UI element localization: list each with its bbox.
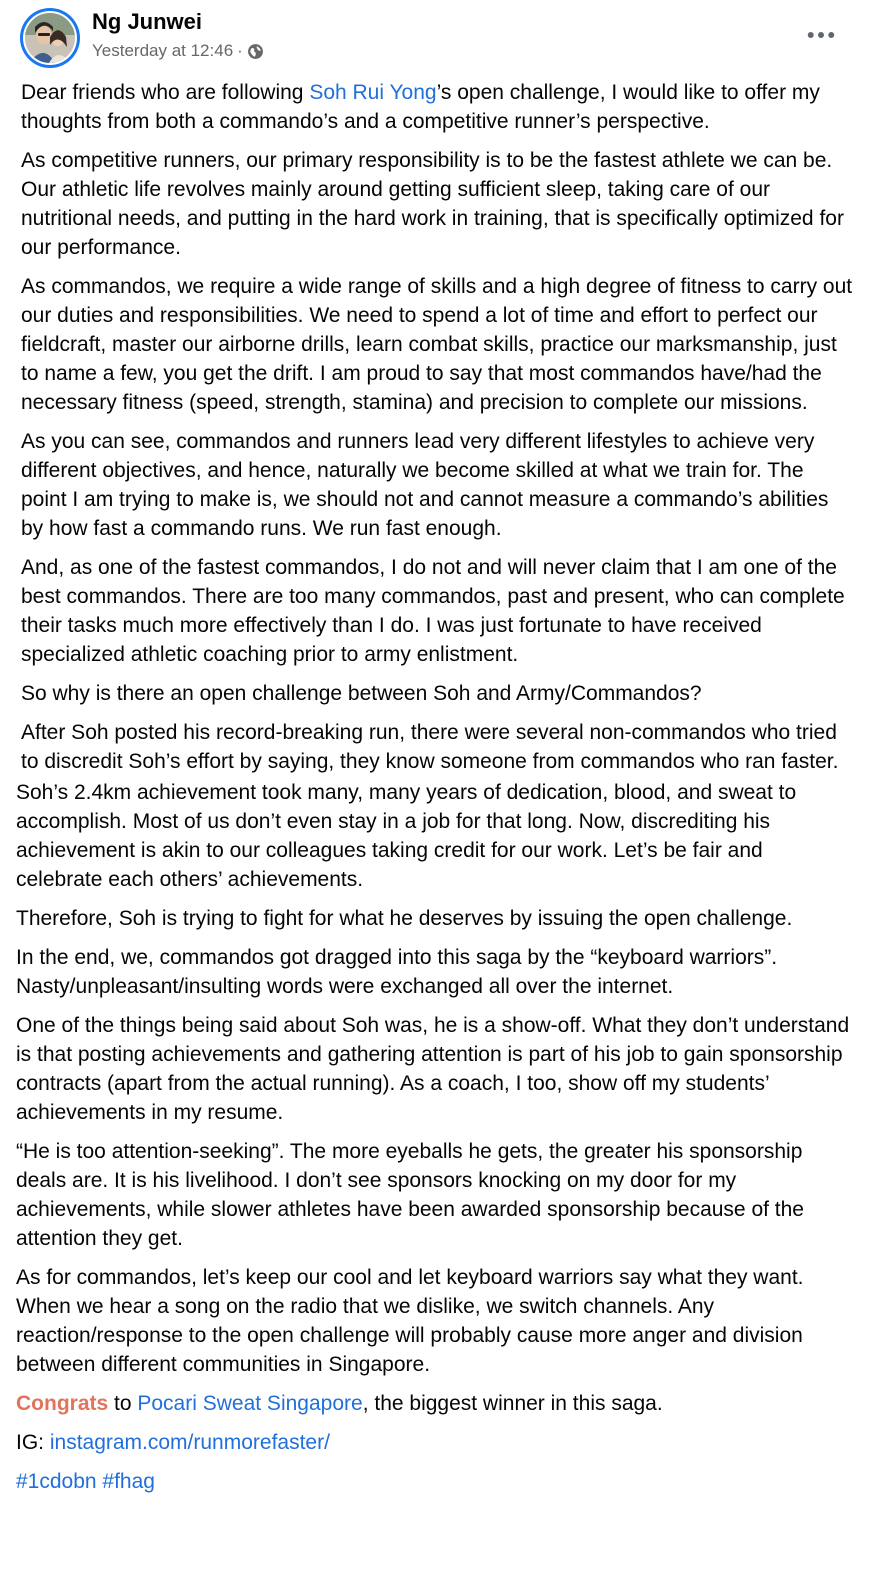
mention-pocari-sweat[interactable]: Pocari Sweat Singapore: [137, 1392, 363, 1415]
paragraph-5: And, as one of the fastest commandos, I do not and will never claim that I am one of the best commandos. There are too many commandos, past and present, who can complete their tasks much more effectively than I do. I was just fortunate to have received specialized athletic coaching prior to army enlistment.: [21, 556, 845, 666]
hashtags: [0, 1467, 871, 1496]
p14-to: to: [108, 1392, 138, 1415]
post-body: [0, 78, 871, 1506]
post-meta: [92, 40, 264, 62]
hashtag-1cdobn[interactable]: #1cdobn: [16, 1470, 97, 1493]
more-options-icon: [807, 31, 835, 39]
paragraph-6: So why is there an open challenge between Soh and Army/Commandos?: [21, 682, 702, 705]
post-header: [0, 0, 871, 80]
congrats-text: Congrats: [16, 1392, 109, 1415]
paragraph-8: Soh’s 2.4km achievement took many, many years of dedication, blood, and sweat to accomplish. Most of us don’t even stay in a job for that long. Now, discrediting his achievement is akin to our colleagues taking credit for our work. Let’s be fair and celebrate each others’ achievements.: [16, 781, 797, 891]
paragraph-13: As for commandos, let’s keep our cool and let keyboard warriors say what they want. When we hear a song on the radio that we dislike, we switch channels. Any reaction/response to the open challenge will probably cause more anger and division between different communities in Singapore.: [16, 1266, 804, 1376]
paragraph-10: In the end, we, commandos got dragged into this saga by the “keyboard warriors”. Nasty/unpleasant/insulting words were exchanged all over the internet.: [16, 946, 778, 998]
p14-after: , the biggest winner in this saga.: [362, 1392, 663, 1415]
globe-icon[interactable]: [247, 43, 264, 60]
post-timestamp[interactable]: Yesterday at 12:46: [92, 41, 234, 60]
paragraph-15: [0, 1428, 871, 1457]
paragraph-1: [0, 78, 871, 136]
meta-separator: ·: [237, 41, 243, 60]
paragraph-11: One of the things being said about Soh was, he is a show-off. What they don’t understand is that posting achievements and gathering attention is part of his job to gain sponsorship contracts (apart from the actual running). As a coach, I too, show off my students’ achievements in my resume.: [16, 1014, 850, 1124]
paragraph-7: After Soh posted his record-breaking run, there were several non-commandos who tried to discredit Soh’s effort by saying, they know someone from commandos who ran faster.: [21, 721, 839, 773]
p1-before: Dear friends who are following: [21, 81, 310, 104]
paragraph-2: As competitive runners, our primary responsibility is to be the fastest athlete we can be. Our athletic life revolves mainly around getting sufficient sleep, taking care of our nutritional needs, and putting in the hard work in training, that is specifically optimized for our performance.: [21, 149, 844, 259]
hashtag-fhag[interactable]: #fhag: [102, 1470, 155, 1493]
ig-label: IG:: [16, 1431, 50, 1454]
paragraph-12: “He is too attention-seeking”. The more eyeballs he gets, the greater his sponsorship deals are. It is his livelihood. I don’t see sponsors knocking on my door for my achievements, while slower athletes have been awarded sponsorship because of the attention they get.: [16, 1140, 804, 1250]
mention-soh-rui-yong[interactable]: Soh Rui Yong: [309, 81, 437, 104]
profile-photo-icon: [25, 13, 75, 63]
author-name[interactable]: Ng Junwei: [92, 9, 203, 34]
author-avatar[interactable]: [20, 8, 80, 68]
paragraph-3: As commandos, we require a wide range of skills and a high degree of fitness to carry out our duties and responsibilities. We need to spend a lot of time and effort to perfect our fieldcraft, master our airborne drills, learn combat skills, practice our marksmanship, just to name a few, you get the drift. I am proud to say that most commandos have/had the necessary fitness (speed, strength, stamina) and precision to complete our missions.: [21, 275, 853, 414]
more-options-button[interactable]: [796, 20, 846, 50]
avatar-frame: [23, 11, 77, 65]
p1-after: ’s open challenge, I would like to offer my thoughts from both a commando’s and a competitive runner’s perspective.: [21, 81, 820, 133]
instagram-link[interactable]: instagram.com/runmorefaster/: [49, 1431, 330, 1454]
paragraph-9: Therefore, Soh is trying to fight for what he deserves by issuing the open challenge.: [16, 907, 793, 930]
paragraph-4: As you can see, commandos and runners lead very different lifestyles to achieve very different objectives, and hence, naturally we become skilled at what we train for. The point I am trying to make is, we should not and cannot measure a commando’s abilities by how fast a commando runs. We run fast enough.: [21, 430, 829, 540]
paragraph-14: [0, 1389, 871, 1418]
